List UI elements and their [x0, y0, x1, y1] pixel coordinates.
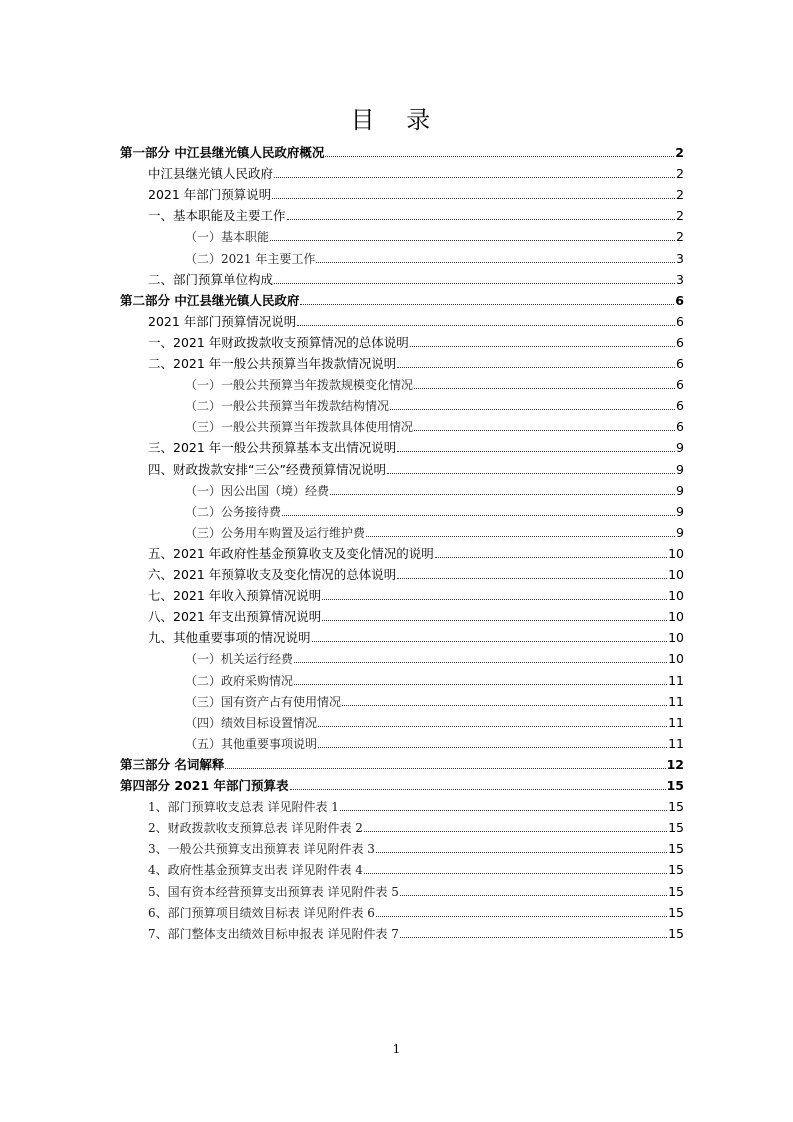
toc-entry-page: 11: [668, 672, 684, 688]
toc-entry-label: 中江县继光镇人民政府: [148, 166, 274, 182]
toc-entry-label: 二、2021 年一般公共预算当年拨款情况说明: [148, 356, 397, 371]
toc-entry-page: 15: [668, 925, 684, 941]
toc-entry-label: （三）一般公共预算当年拨款具体使用情况: [185, 420, 414, 435]
toc-entry-page: 6: [676, 313, 684, 329]
toc-dot-leader: [400, 937, 667, 938]
toc-entry-label: 1、部门预算收支总表 详见附件表 1: [148, 800, 339, 815]
toc-entry-page: 10: [668, 630, 684, 646]
toc-dot-leader: [342, 705, 667, 706]
toc-entry[interactable]: [148, 880, 684, 900]
toc-entry[interactable]: [185, 479, 684, 499]
toc-entry-page: 9: [676, 461, 684, 477]
toc-entry-label: 九、其他重要事项的情况说明: [148, 630, 311, 646]
toc-entry[interactable]: [185, 500, 684, 520]
toc-entry-label: 八、2021 年支出预算情况说明: [148, 609, 322, 625]
toc-entry[interactable]: [185, 225, 684, 245]
toc-dot-leader: [274, 283, 675, 284]
toc-entry-label: （四）绩效目标设置情况: [185, 715, 318, 730]
toc-entry-page: 9: [676, 482, 684, 498]
toc-entry[interactable]: [120, 753, 684, 773]
toc-dot-leader: [318, 747, 667, 748]
toc-entry-page: 10: [668, 588, 684, 604]
toc-dot-leader: [282, 515, 675, 516]
toc-entry-page: 2: [675, 145, 684, 160]
toc-entry-page: 11: [668, 735, 684, 751]
toc-dot-leader: [364, 873, 667, 874]
toc-dot-leader: [274, 177, 675, 178]
toc-entry[interactable]: [148, 816, 684, 836]
toc-entry[interactable]: [185, 373, 684, 393]
toc-entry-page: 2: [676, 208, 684, 224]
toc-entry[interactable]: [120, 141, 684, 161]
toc-entry-page: 3: [676, 250, 684, 266]
toc-entry-label: 第三部分 名词解释: [120, 756, 225, 772]
toc-dot-leader: [287, 219, 676, 220]
toc-entry[interactable]: [148, 352, 684, 372]
toc-entry-label: 第四部分 2021 年部门预算表: [120, 778, 289, 793]
toc-dot-leader: [294, 684, 667, 685]
toc-dot-leader: [272, 198, 675, 199]
toc-dot-leader: [435, 557, 667, 558]
toc-entry-label: （二）2021 年主要工作: [185, 251, 316, 266]
toc-entry-page: 3: [676, 271, 684, 287]
toc-entry[interactable]: [148, 458, 684, 478]
toc-dot-leader: [376, 916, 667, 917]
toc-entry[interactable]: [185, 669, 684, 689]
toc-entry[interactable]: [148, 331, 684, 351]
toc-dot-leader: [330, 494, 675, 495]
toc-entry[interactable]: [148, 204, 684, 224]
toc-entry-label: （五）其他重要事项说明: [185, 736, 318, 751]
toc-entry-label: （二）政府采购情况: [185, 673, 294, 688]
toc-entry-label: 三、2021 年一般公共预算基本支出情况说明: [148, 440, 397, 456]
toc-dot-leader: [312, 641, 668, 642]
toc-entry-page: 9: [676, 524, 684, 540]
toc-entry-label: 2021 年部门预算情况说明: [148, 313, 297, 329]
toc-entry[interactable]: [185, 711, 684, 731]
toc-entry-label: （一）一般公共预算当年拨款规模变化情况: [185, 378, 414, 393]
toc-entry[interactable]: [148, 837, 684, 857]
toc-entry-page: 15: [668, 904, 684, 920]
toc-entry-page: 11: [668, 693, 684, 709]
toc-entry-page: 2: [676, 187, 684, 203]
toc-entry-page: 6: [676, 334, 684, 350]
toc-entry-page: 12: [666, 756, 684, 772]
toc-dot-leader: [297, 325, 675, 326]
toc-dot-leader: [325, 156, 674, 157]
toc-entry-label: （二）一般公共预算当年拨款结构情况: [185, 399, 390, 414]
toc-entry-label: （三）国有资产占有使用情况: [185, 694, 342, 709]
toc-entry-page: 10: [668, 545, 684, 561]
toc-entry-page: 2: [676, 229, 684, 245]
toc-entry-page: 15: [668, 862, 684, 878]
toc-entry[interactable]: [120, 289, 684, 309]
toc-entry-label: 5、国有资本经营预算支出预算表 详见附件表 5: [148, 884, 399, 899]
toc-entry[interactable]: [148, 626, 684, 646]
toc-entry[interactable]: [185, 394, 684, 414]
toc-entry-label: 一、基本职能及主要工作: [148, 208, 286, 224]
toc-dot-leader: [322, 620, 667, 621]
toc-entry[interactable]: [185, 647, 684, 667]
toc-dot-leader: [397, 451, 675, 452]
toc-entry[interactable]: [148, 858, 684, 878]
toc-entry[interactable]: [148, 922, 684, 942]
toc-entry-page: 6: [675, 292, 684, 308]
toc-dot-leader: [387, 473, 675, 474]
toc-entry[interactable]: [148, 162, 684, 182]
toc-entry[interactable]: [148, 563, 684, 583]
toc-dot-leader: [294, 662, 667, 663]
toc-dot-leader: [414, 388, 675, 389]
toc-entry-label: （一）机关运行经费: [185, 652, 294, 667]
toc-entry-label: 第二部分 中江县继光镇人民政府: [120, 292, 300, 308]
toc-entry-label: 二、部门预算单位构成: [148, 271, 274, 287]
toc-entry-label: 一、2021 年财政拨款收支预算情况的总体说明: [148, 334, 409, 350]
toc-entry[interactable]: [185, 415, 684, 435]
toc-entry-label: 六、2021 年预算收支及变化情况的总体说明: [148, 567, 397, 582]
toc-entry[interactable]: [148, 183, 684, 203]
toc-dot-leader: [318, 726, 667, 727]
toc-entry-page: 15: [668, 820, 684, 836]
toc-entry-page: 15: [668, 841, 684, 857]
toc-dot-leader: [390, 409, 675, 410]
toc-entry-page: 15: [668, 883, 684, 899]
toc-entry[interactable]: [148, 584, 684, 604]
toc-entry[interactable]: [148, 436, 684, 456]
page-number: 1: [392, 1042, 401, 1056]
toc-dot-leader: [376, 852, 667, 853]
toc-entry-label: 第一部分 中江县继光镇人民政府概况: [120, 145, 325, 160]
toc-dot-leader: [322, 599, 667, 600]
toc-entry-label: 2、财政拨款收支预算总表 详见附件表 2: [148, 821, 363, 836]
toc-entry-label: （一）因公出国（境）经费: [185, 483, 330, 498]
toc-entry-page: 11: [668, 714, 684, 730]
toc-entry-page: 15: [666, 778, 684, 793]
toc-dot-leader: [300, 304, 674, 305]
toc-dot-leader: [340, 810, 667, 811]
toc-dot-leader: [364, 831, 667, 832]
toc-dot-leader: [400, 895, 667, 896]
toc-entry-page: 2: [676, 166, 684, 182]
toc-entry-label: 四、财政拨款安排“三公”经费预算情况说明: [148, 461, 386, 477]
toc-entry-label: 7、部门整体支出绩效目标申报表 详见附件表 7: [148, 926, 399, 941]
toc-entry[interactable]: [120, 774, 684, 794]
toc-dot-leader: [414, 430, 675, 431]
toc-entry-label: 五、2021 年政府性基金预算收支及变化情况的说明: [148, 545, 434, 561]
toc-entry[interactable]: [185, 690, 684, 710]
toc-entry-label: （三）公务用车购置及运行维护费: [185, 525, 366, 540]
toc-entry[interactable]: [185, 247, 684, 267]
toc-entry-label: （二）公务接待费: [185, 504, 282, 519]
toc-entry-label: 七、2021 年收入预算情况说明: [148, 588, 322, 604]
toc-dot-leader: [366, 536, 675, 537]
toc-entry-page: 6: [676, 377, 684, 393]
toc-entry-page: 10: [668, 567, 684, 582]
toc-entry-page: 6: [676, 419, 684, 435]
toc-dot-leader: [397, 367, 675, 368]
toc-entry-label: （一）基本职能: [185, 230, 270, 245]
toc-entry-label: 6、部门预算项目绩效目标表 详见附件表 6: [148, 905, 375, 920]
toc-dot-leader: [290, 789, 666, 790]
toc-entry[interactable]: [148, 310, 684, 330]
toc-entry-page: 10: [668, 651, 684, 667]
toc-title: 目 录: [350, 106, 443, 134]
toc-entry-page: 6: [676, 398, 684, 414]
toc-entry-label: 3、一般公共预算支出预算表 详见附件表 3: [148, 842, 375, 857]
toc-entry-page: 10: [668, 609, 684, 625]
toc-entry[interactable]: [185, 732, 684, 752]
toc-entry-page: 9: [676, 440, 684, 456]
toc-dot-leader: [225, 768, 665, 769]
toc-entry[interactable]: [148, 795, 684, 815]
toc-entry[interactable]: [185, 521, 684, 541]
toc-entry[interactable]: [148, 605, 684, 625]
toc-dot-leader: [316, 262, 675, 263]
toc-dot-leader: [270, 240, 675, 241]
toc-entry-page: 6: [676, 356, 684, 371]
toc-entry-page: 15: [668, 799, 684, 815]
toc-entry-label: 2021 年部门预算说明: [148, 187, 272, 203]
toc-entry[interactable]: [148, 901, 684, 921]
toc-entry-label: 4、政府性基金预算支出表 详见附件表 4: [148, 863, 363, 878]
toc-dot-leader: [410, 346, 675, 347]
toc-entry-page: 9: [676, 503, 684, 519]
toc-entry[interactable]: [148, 542, 684, 562]
toc-entry[interactable]: [148, 268, 684, 288]
toc-dot-leader: [397, 578, 667, 579]
